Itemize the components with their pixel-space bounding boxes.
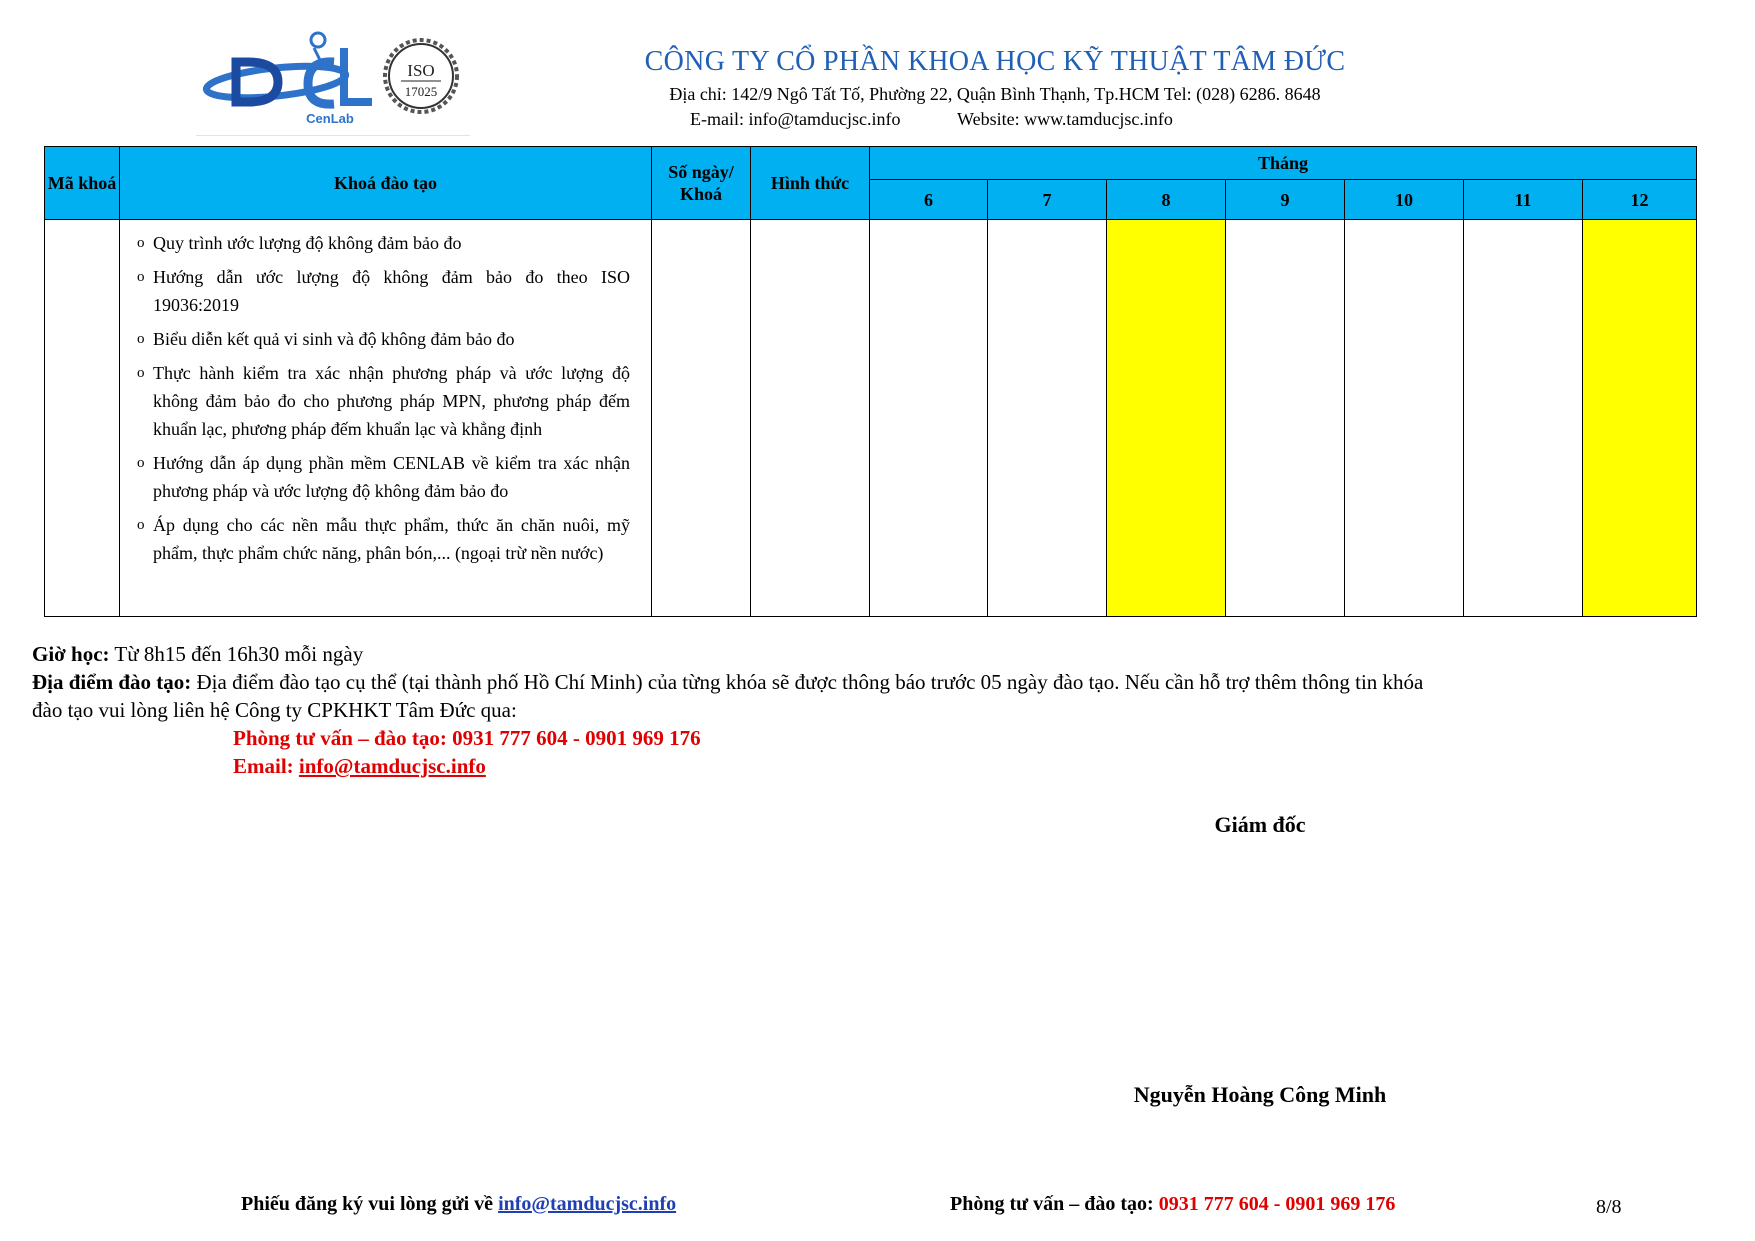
course-format-cell [751, 220, 870, 617]
bullet-icon: o [137, 269, 145, 285]
footer-consult [950, 1193, 1395, 1216]
month-header: 12 [1583, 180, 1697, 220]
course-code-cell [45, 220, 120, 617]
cenlab-logo-text: CenLab [306, 111, 354, 126]
month-cell-6 [870, 220, 988, 617]
training-location-label: Địa điểm đào tạo: [32, 670, 192, 694]
footer-register-text: Phiếu đăng ký vui lòng gửi về [241, 1193, 494, 1215]
month-cell-8-scheduled [1107, 220, 1226, 617]
month-header: 6 [870, 180, 988, 220]
month-header: 11 [1464, 180, 1583, 220]
consult-email-label: Email: [233, 754, 294, 778]
training-location [32, 668, 1452, 724]
topic-text: Thực hành kiểm tra xác nhận phương pháp và ước lượng độ không đảm bảo đo cho phương pháp MPN, phương pháp đếm khuẩn lạc, phương pháp đếm khuẩn lạc và khẳng định [153, 363, 630, 439]
col-header-format: Hình thức [751, 147, 870, 220]
topic-text: Hướng dẫn áp dụng phần mềm CENLAB về kiểm tra xác nhận phương pháp và ước lượng độ không đảm bảo đo [153, 453, 630, 501]
course-topic-list [121, 221, 650, 567]
footer-consult-label: Phòng tư vấn – đào tạo: [950, 1193, 1154, 1215]
training-location-value: Địa điểm đào tạo cụ thể (tại thành phố Hồ Chí Minh) của từng khóa sẽ được thông báo trước 05 ngày đào tạo. Nếu cần hỗ trợ thêm thông tin khóa đào tạo vui lòng liên hệ Công ty CPKHKT Tâm Đức qua: [32, 670, 1424, 722]
page-number: 8/8 [1596, 1196, 1622, 1218]
company-address: Địa chỉ: 142/9 Ngô Tất Tố, Phường 22, Quận Bình Thạnh, Tp.HCM Tel: (028) 6286. 8648 [669, 84, 1321, 104]
topic-text: Hướng dẫn ước lượng độ không đảm bảo đo theo ISO 19036:2019 [153, 267, 630, 315]
month-cell-11 [1464, 220, 1583, 617]
company-email: E-mail: info@tamducjsc.info [690, 109, 901, 129]
topic-text: Quy trình ước lượng độ không đảm bảo đo [153, 233, 462, 253]
footer-consult-phone: 0931 777 604 - 0901 969 176 [1158, 1193, 1396, 1215]
course-topics-cell [120, 220, 652, 617]
signature-title: Giám đốc [1214, 812, 1306, 837]
study-time-label: Giờ học: [32, 642, 110, 666]
consult-email [32, 752, 1452, 780]
signature-name: Nguyễn Hoàng Công Minh [1133, 1082, 1387, 1107]
consult-phone: Phòng tư vấn – đào tạo: 0931 777 604 - 0901 969 176 [233, 726, 701, 750]
month-cell-7 [988, 220, 1107, 617]
col-header-code: Mã khoá [45, 147, 120, 220]
bullet-icon: o [137, 365, 145, 381]
company-website: Website: www.tamducjsc.info [957, 109, 1173, 129]
table-row [45, 220, 1697, 617]
training-plan-table [44, 146, 1697, 617]
company-contact [690, 109, 1173, 130]
bullet-icon: o [137, 455, 145, 471]
iso-number: 17025 [404, 84, 438, 99]
list-item [137, 229, 630, 257]
topic-text: Biểu diễn kết quả vi sinh và độ không đảm bảo đo [153, 329, 515, 349]
bullet-icon: o [137, 235, 145, 251]
month-cell-10 [1345, 220, 1464, 617]
course-notes [32, 640, 1452, 780]
dcl-logo-icon [205, 33, 372, 104]
study-time [32, 640, 1452, 668]
logo-underline [196, 135, 470, 136]
iso-label: ISO [407, 61, 435, 80]
month-header: 10 [1345, 180, 1464, 220]
month-cell-9 [1226, 220, 1345, 617]
topic-text: Áp dụng cho các nền mẫu thực phẩm, thức ăn chăn nuôi, mỹ phẩm, thực phẩm chức năng, phân bón,... (ngoại trừ nền nước) [153, 515, 630, 563]
course-days-cell [652, 220, 751, 617]
list-item [137, 359, 630, 443]
list-item [137, 263, 630, 319]
month-header: 8 [1107, 180, 1226, 220]
month-header: 9 [1226, 180, 1345, 220]
consult-email-link[interactable]: info@tamducjsc.info [298, 754, 486, 778]
footer-register [241, 1193, 676, 1216]
col-header-course: Khoá đào tạo [120, 147, 652, 220]
col-header-month: Tháng [870, 147, 1697, 180]
bullet-icon: o [137, 517, 145, 533]
study-time-value: Từ 8h15 đến 16h30 mỗi ngày [114, 642, 364, 666]
list-item [137, 325, 630, 353]
bullet-icon: o [137, 331, 145, 347]
iso-badge-icon [385, 40, 457, 112]
list-item [137, 511, 630, 567]
month-header: 7 [988, 180, 1107, 220]
month-cell-12-scheduled [1583, 220, 1697, 617]
footer-email-link[interactable]: info@tamducjsc.info [498, 1193, 677, 1215]
col-header-days: Số ngày/ Khoá [652, 147, 751, 220]
list-item [137, 449, 630, 505]
company-logo [196, 18, 470, 136]
company-name: CÔNG TY CỔ PHẦN KHOA HỌC KỸ THUẬT TÂM ĐỨC [644, 46, 1346, 77]
